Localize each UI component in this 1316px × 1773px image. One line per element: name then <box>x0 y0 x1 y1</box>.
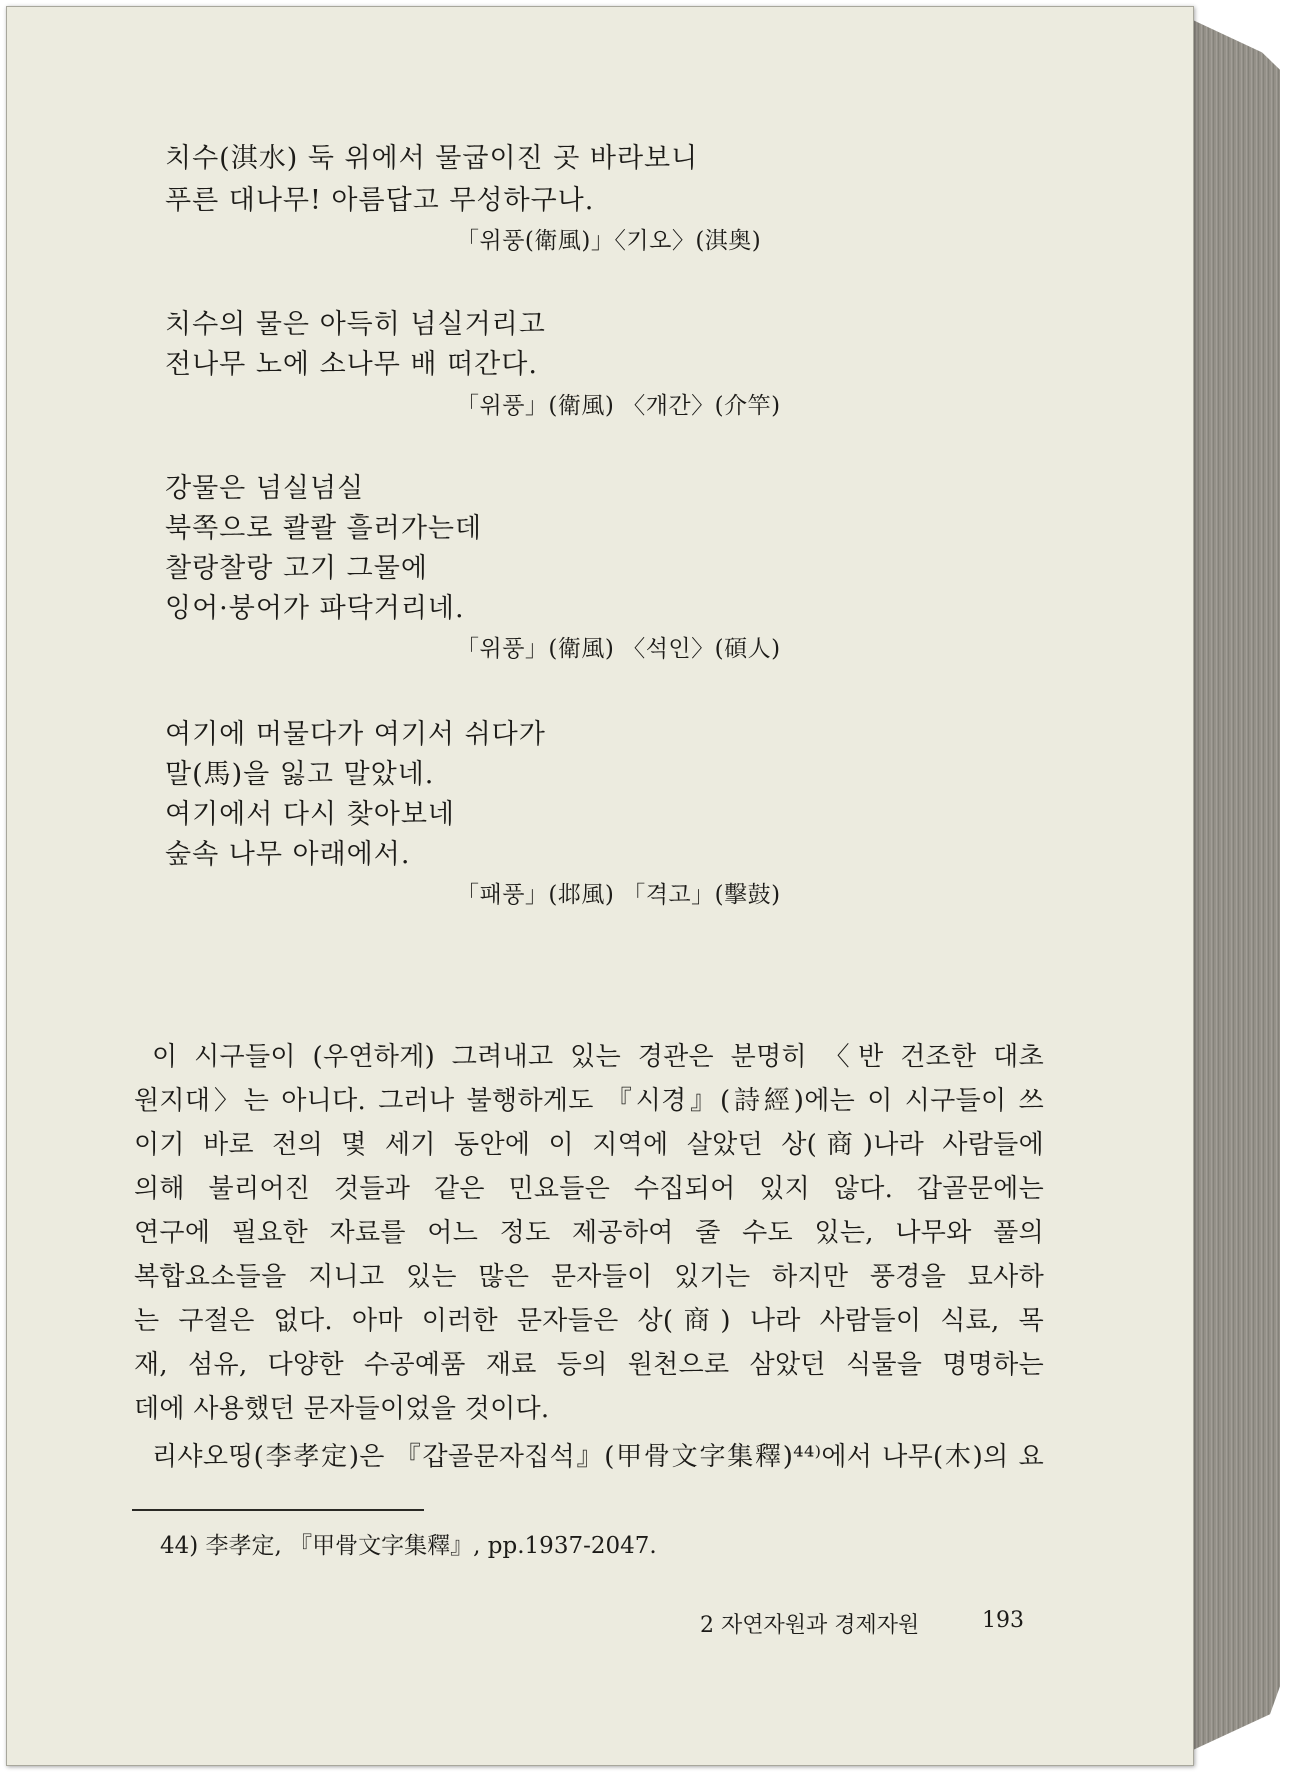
poem-4-line-3: 여기에서 다시 찾아보네 <box>165 799 455 830</box>
running-footer-chapter: 2 자연자원과 경제자원 <box>700 1613 920 1638</box>
paragraph-line-7: 는 구절은 없다. 아마 이러한 문자들은 상(商) 나라 사람들이 식료, 목 <box>134 1306 1044 1336</box>
poem-3-line-1: 강물은 넘실넘실 <box>165 473 365 504</box>
poem-3-source: 「위풍」(衛風) 〈석인〉(碩人) <box>456 636 781 662</box>
paragraph-line-6: 복합요소들을 지니고 있는 많은 문자들이 있기는 하지만 풍경을 묘사하 <box>134 1262 1044 1292</box>
paragraph-line-2: 원지대〉는 아니다. 그러나 불행하게도 『시경』(詩經)에는 이 시구들이 쓰 <box>134 1086 1044 1116</box>
page-edges <box>1180 14 1280 1756</box>
paragraph-next-line: 리샤오띵(李孝定)은 『갑골문자집석』(甲骨文字集釋)⁴⁴⁾에서 나무(木)의 요 <box>152 1442 1044 1472</box>
poem-2-source: 「위풍」(衛風) 〈개간〉(介竿) <box>456 393 781 419</box>
paragraph-line-9: 데에 사용했던 문자들이었을 것이다. <box>134 1394 550 1424</box>
poem-4-source: 「패풍」(邶風) 「격고」(擊鼓) <box>456 882 781 908</box>
poem-4-line-4: 숲속 나무 아래에서. <box>165 839 411 870</box>
footnote-rule <box>132 1509 424 1511</box>
poem-2-line-2: 전나무 노에 소나무 배 떠간다. <box>165 349 538 380</box>
paragraph-line-5: 연구에 필요한 자료를 어느 정도 제공하여 줄 수도 있는, 나무와 풀의 <box>134 1218 1044 1248</box>
paragraph-line-8: 재, 섬유, 다양한 수공예품 재료 등의 원천으로 삼았던 식물을 명명하는 <box>134 1350 1044 1380</box>
poem-4-line-1: 여기에 머물다가 여기서 쉬다가 <box>165 719 546 750</box>
poem-4-line-2: 말(馬)을 잃고 말았네. <box>165 759 435 790</box>
poem-3-line-4: 잉어·붕어가 파닥거리네. <box>165 593 465 624</box>
paragraph-line-3: 이기 바로 전의 몇 세기 동안에 이 지역에 살았던 상(商)나라 사람들에 <box>134 1130 1044 1160</box>
paragraph-line-4: 의해 불리어진 것들과 같은 민요들은 수집되어 있지 않다. 갑골문에는 <box>134 1174 1044 1204</box>
paragraph-line-1: 이 시구들이 (우연하게) 그려내고 있는 경관은 분명히 〈반 건조한 대초 <box>152 1042 1044 1072</box>
poem-1-line-2: 푸른 대나무! 아름답고 무성하구나. <box>165 185 595 216</box>
poem-3-line-2: 북쪽으로 콸콸 흘러가는데 <box>165 513 483 544</box>
poem-2-line-1: 치수의 물은 아득히 넘실거리고 <box>165 309 546 340</box>
poem-1-line-1: 치수(淇水) 둑 위에서 물굽이진 곳 바라보니 <box>165 143 699 174</box>
footnote: 44) 李孝定, 『甲骨文字集釋』, pp.1937-2047. <box>160 1533 657 1559</box>
page-number: 193 <box>982 1608 1024 1633</box>
poem-1-source: 「위풍(衛風)」〈기오〉(淇奥) <box>456 228 762 254</box>
poem-3-line-3: 찰랑찰랑 고기 그물에 <box>165 553 428 584</box>
